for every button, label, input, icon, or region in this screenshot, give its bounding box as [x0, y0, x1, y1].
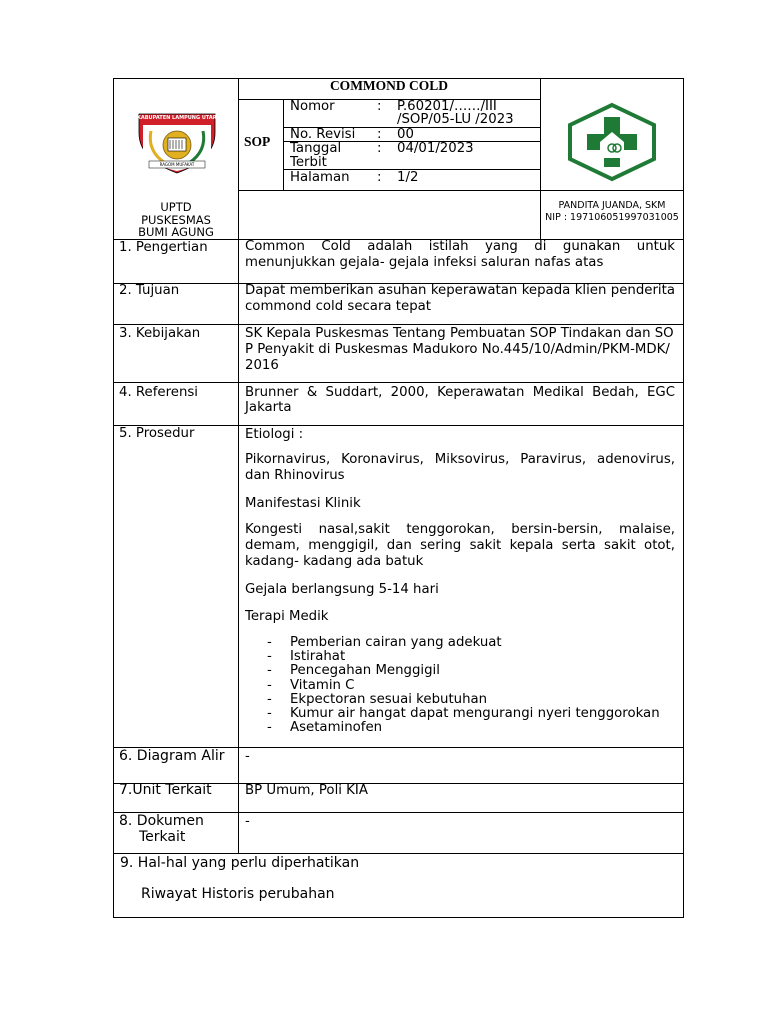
- text-referensi: Brunner & Suddart, 2000, Keperawatan Medikal Bedah, EGC Jakarta: [245, 385, 675, 415]
- list-item: [243, 636, 660, 650]
- label-dokumen-2: Terkait: [139, 829, 186, 845]
- regency-emblem: [137, 111, 221, 175]
- bullet: -: [267, 635, 272, 650]
- list-item: [243, 721, 660, 735]
- terapi-item: Pemberian cairan yang adekuat: [290, 635, 502, 650]
- emblem-top-text: KABUPATEN LAMPUNG UTARA: [137, 115, 221, 121]
- label-diagram: 6. Diagram Alir: [119, 748, 225, 764]
- list-item: [243, 707, 660, 721]
- label-pengertian: 1. Pengertian: [119, 240, 208, 255]
- puskesmas-logo: [567, 102, 657, 182]
- org-line: UPTD: [160, 200, 192, 214]
- terapi-item: Ekpectoran sesuai kebutuhan: [290, 691, 488, 707]
- field-value-halaman: 1/2: [397, 170, 419, 185]
- label-unit: 7.Unit Terkait: [119, 782, 212, 798]
- field-value-nomor: P.60201/……/III: [397, 99, 497, 114]
- list-item: [243, 693, 660, 707]
- durasi-text: Gejala berlangsung 5-14 hari: [245, 582, 439, 597]
- field-value-tanggal: 04/01/2023: [397, 141, 474, 156]
- terapi-item: Pencegahan Menggigil: [290, 663, 440, 679]
- text-kebijakan: SK Kepala Puskesmas Tentang Pembuatan SOP Tindakan dan SOP Penyakit di Puskesmas Madukoro No.445/10/Admin/PKM-MDK/2016: [245, 326, 674, 373]
- terapi-heading: Terapi Medik: [245, 609, 329, 624]
- field-label-tanggal: Tanggal: [290, 141, 342, 156]
- field-value-nomor-2: /SOP/05-LU /2023: [397, 112, 514, 127]
- bullet: -: [267, 663, 272, 679]
- text-riwayat: Riwayat Historis perubahan: [141, 886, 335, 902]
- field-sep: :: [377, 141, 382, 156]
- sop-label: SOP: [244, 134, 271, 149]
- list-item: [243, 650, 660, 664]
- field-value-revisi: 00: [397, 127, 414, 142]
- field-label-nomor: Nomor: [290, 99, 335, 114]
- bullet: -: [267, 706, 272, 722]
- org-line: PUSKESMAS: [141, 212, 211, 227]
- label-hal: 9. Hal-hal yang perlu diperhatikan: [120, 855, 360, 871]
- terapi-item: Istirahat: [290, 649, 346, 665]
- emblem-motto: RAGOM MUFAKAT: [159, 162, 195, 167]
- field-label-terbit: Terbit: [290, 155, 327, 170]
- terapi-item: Asetaminofen: [290, 720, 383, 736]
- label-referensi: 4. Referensi: [119, 385, 199, 400]
- bullet: -: [267, 649, 272, 665]
- field-sep: :: [377, 170, 382, 185]
- value-dokumen: -: [245, 814, 250, 829]
- manifestasi-text: Kongesti nasal,sakit tenggorokan, bersin-bersin, malaise, demam, menggigil, dan sering sakit kepala serta sakit otot, kadang- kadang ada batuk: [245, 522, 675, 569]
- label-tujuan: 2. Tujuan: [119, 283, 180, 298]
- value-unit: BP Umum, Poli KIA: [245, 783, 368, 798]
- terapi-item: Vitamin C: [290, 677, 355, 693]
- terapi-list: [243, 636, 660, 735]
- value-diagram: -: [245, 749, 250, 764]
- list-item: [243, 679, 660, 693]
- label-prosedur: 5. Prosedur: [119, 426, 195, 441]
- bullet: -: [267, 691, 272, 707]
- signer-name: PANDITA JUANDA, SKM: [558, 200, 666, 211]
- text-tujuan: Dapat memberikan asuhan keperawatan kepada klien penderita commond cold secara tepat: [245, 283, 675, 314]
- bullet: -: [267, 677, 272, 693]
- org-line: BUMI AGUNG: [138, 225, 214, 239]
- field-label-revisi: No. Revisi: [290, 127, 356, 142]
- etiologi-text: Pikornavirus, Koronavirus, Miksovirus, Paravirus, adenovirus, dan Rhinovirus: [245, 452, 675, 483]
- bullet: -: [267, 720, 272, 736]
- list-item: [243, 664, 660, 678]
- label-dokumen: 8. Dokumen: [119, 813, 204, 829]
- text-pengertian: Common Cold adalah istilah yang di gunakan untuk menunjukkan gejala- gejala infeksi saluran nafas atas: [245, 239, 675, 270]
- field-label-halaman: Halaman: [290, 170, 350, 185]
- manifestasi-heading: Manifestasi Klinik: [245, 496, 361, 511]
- field-sep: :: [377, 99, 382, 114]
- etiologi-heading: Etiologi :: [245, 427, 304, 442]
- terapi-item: Kumur air hangat dapat mengurangi nyeri tenggorokan: [290, 706, 660, 722]
- signer-nip: NIP : 197106051997031005: [545, 212, 679, 223]
- org-name: [114, 201, 238, 239]
- document-title: COMMOND COLD: [329, 78, 449, 93]
- field-sep: :: [377, 127, 382, 142]
- label-kebijakan: 3. Kebijakan: [119, 326, 201, 341]
